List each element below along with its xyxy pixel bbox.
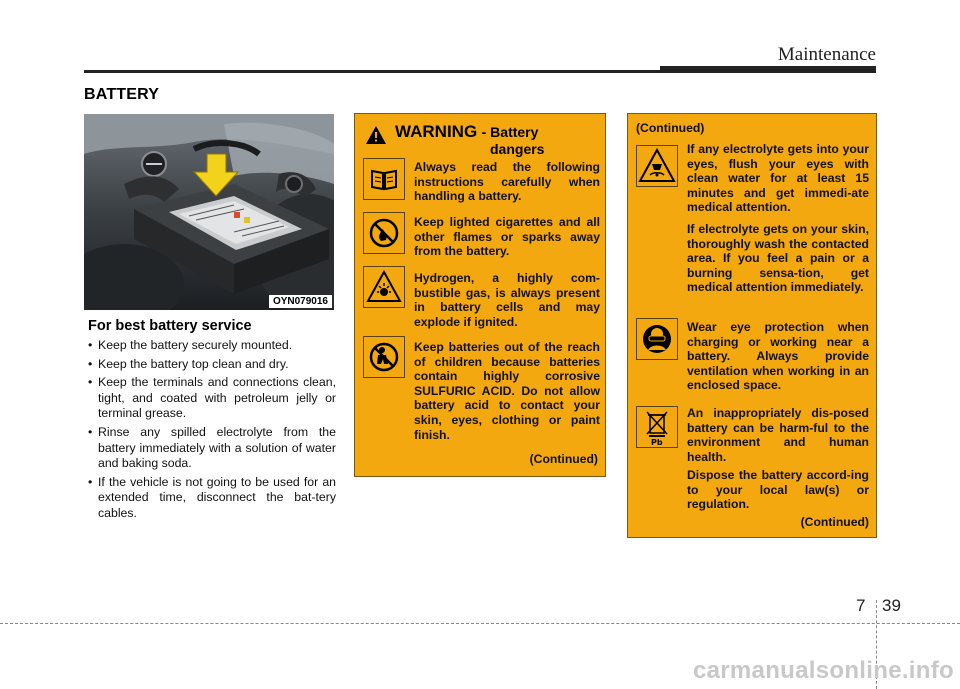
- footer-rule: [0, 623, 960, 624]
- warning-item-text: Keep lighted cigarettes and all other flames or sparks away from the battery.: [414, 215, 600, 259]
- warning-triangle-icon: [365, 125, 387, 145]
- list-item: • Keep the terminals and connections clean, tight, and coated with petroleum jelly or terminal grease.: [88, 375, 336, 422]
- recycle-pb-icon: [636, 406, 678, 448]
- header-rule-accent: [660, 66, 876, 73]
- page-number: 39: [882, 596, 901, 615]
- continued-item-text: If any electrolyte gets into your eyes, flush your eyes with clean water for at least 15 minutes and get immedi-ate medical attention.: [687, 142, 869, 215]
- engine-bay-illustration: [84, 114, 334, 310]
- pb-label: Pb: [651, 438, 663, 447]
- explosion-icon: [363, 266, 405, 308]
- continued-label: (Continued): [800, 515, 869, 529]
- continued-item-text: An inappropriately dis-posed battery can be harm-ful to the environment and human health.: [687, 406, 869, 464]
- continued-item-text: If electrolyte gets on your skin, thoroughly wash the contacted area. If you feel a pain or a burning sensa-tion, get medical attention immediately.: [687, 222, 869, 295]
- continued-heading: (Continued): [636, 121, 705, 135]
- no-flames-icon: [363, 212, 405, 254]
- warning-label: WARNING: [395, 122, 478, 141]
- photo-caption: OYN079016: [269, 295, 332, 308]
- continued-item-text: Wear eye protection when charging or working near a battery. Always provide ventilation when working in an enclosed space.: [687, 320, 869, 393]
- list-item: • Rinse any spilled electrolyte from the battery immediately with a solution of water and baking soda.: [88, 425, 336, 472]
- continued-warning-box: [627, 113, 877, 538]
- warning-box: [354, 113, 606, 477]
- eye-protection-icon: [636, 318, 678, 360]
- section-title: BATTERY: [84, 86, 160, 103]
- chapter-number: 7: [856, 596, 866, 615]
- continued-label: (Continued): [529, 452, 598, 466]
- list-item: • Keep the battery securely mounted.: [88, 338, 336, 354]
- warning-heading: [395, 122, 605, 157]
- running-header-section: Maintenance: [777, 44, 876, 65]
- warning-item-text: Keep batteries out of the reach of children because batteries contain highly corrosive SULFURIC ACID. Do not allow battery acid to contact your skin, eyes, clothing or paint finish.: [414, 340, 600, 442]
- warning-item-text: Always read the following instructions carefully when handling a battery.: [414, 160, 600, 204]
- list-item: • Keep the battery top clean and dry.: [88, 357, 336, 373]
- list-item: • If the vehicle is not going to be used for an extended time, disconnect the bat-tery cables.: [88, 475, 336, 522]
- service-heading: For best battery service: [88, 318, 252, 334]
- keep-away-children-icon: [363, 336, 405, 378]
- acid-eye-wash-icon: [636, 145, 678, 187]
- continued-item-text: Dispose the battery accord-ing to your local law(s) or regulation.: [687, 468, 869, 512]
- manual-book-icon: [363, 158, 405, 200]
- warning-title: - Battery: [481, 124, 539, 140]
- warning-title-2: dangers: [490, 141, 545, 157]
- service-bullet-list: [88, 338, 336, 525]
- battery-photo: [84, 114, 334, 310]
- warning-item-text: Hydrogen, a highly com-bustible gas, is always present in battery cells and may explode if ignited.: [414, 271, 600, 329]
- watermark: carmanualsonline.info: [692, 657, 954, 684]
